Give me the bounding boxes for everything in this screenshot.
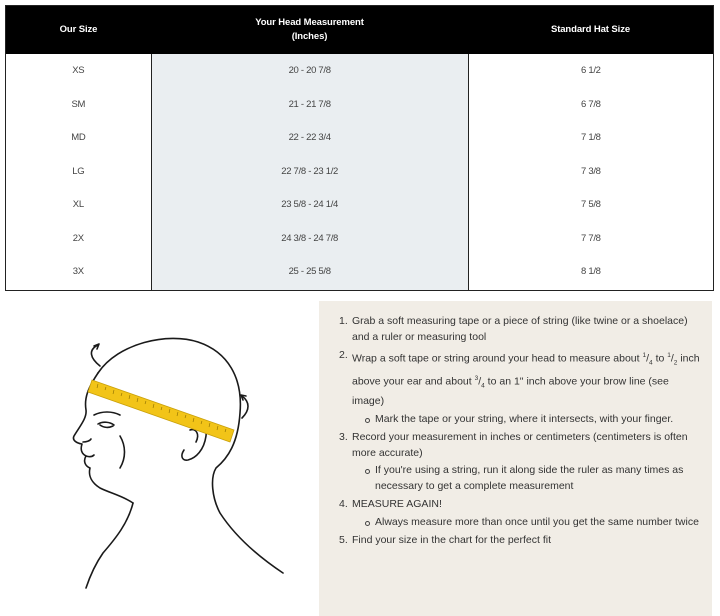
fraction-3-denominator: 4 <box>481 382 485 390</box>
measurement-cell: 21 - 21 7/8 <box>288 98 331 110</box>
table-header <box>6 6 713 54</box>
size-chart-table <box>5 5 714 291</box>
eyebrow <box>94 412 120 415</box>
size-cell: XL <box>72 199 84 211</box>
size-cell: MD <box>71 132 86 144</box>
fraction-1-denominator: 4 <box>649 359 653 367</box>
fraction-2-numerator: 1 <box>667 352 671 359</box>
measurement-cell: 22 - 22 3/4 <box>288 132 331 144</box>
step-5 <box>341 533 702 549</box>
step-2-text-c: to an 1" inch above your brow line (see image) <box>352 375 669 408</box>
step-3-substep: If you're using a string, run it along side the ruler as many times as necessary to get a complete measurement <box>364 463 702 494</box>
size-cell: LG <box>72 165 85 177</box>
step-2-text-a: Wrap a soft tape or string around your head to measure about <box>352 352 643 365</box>
column-our-size <box>6 54 151 290</box>
column-head-measurement <box>151 54 469 290</box>
measurement-cell: 20 - 20 7/8 <box>288 65 331 77</box>
hat-size-cell: 6 1/2 <box>581 65 601 77</box>
arrow-front <box>91 345 100 366</box>
step-2-substep: Mark the tape or your string, where it intersects, with your finger. <box>364 412 702 428</box>
step-3 <box>341 430 702 494</box>
hat-size-cell: 7 1/8 <box>581 132 601 144</box>
hat-size-cell: 7 5/8 <box>581 199 601 211</box>
size-cell: XS <box>72 65 85 77</box>
step-4-text: MEASURE AGAIN! <box>352 498 442 511</box>
header-head-measurement-line2: (Inches) <box>291 31 328 42</box>
head-outline <box>98 338 283 573</box>
measurement-cell: 22 7/8 - 23 1/2 <box>281 165 339 177</box>
table-body <box>6 54 713 290</box>
fraction-2-denominator: 2 <box>673 359 678 367</box>
step-2-substeps <box>352 412 702 428</box>
hat-size-cell: 7 7/8 <box>581 232 601 244</box>
step-3-text: Record your measurement in inches or centimeters (centimeters is often more accurate) <box>352 431 688 459</box>
instruction-steps <box>319 301 712 549</box>
jaw-line <box>86 503 133 588</box>
step-4 <box>341 497 702 530</box>
measuring-tape <box>88 380 234 442</box>
measuring-instructions-panel <box>319 301 712 616</box>
step-2-text-b: inch above your ear and about <box>352 352 700 388</box>
step-2: Wrap a soft tape or string around your head to measure about $^1/_4$ to $^1/_2$ inch above your ear and about $^3/_4$ to an 1" inch above your brow line (see image) Mark the tape or your string, where it intersects, with your finger. <box>341 348 702 427</box>
fraction-1-numerator: 1 <box>642 352 647 359</box>
measurement-cell: 25 - 25 5/8 <box>288 266 331 278</box>
measurement-cell: 23 5/8 - 24 1/4 <box>281 199 339 211</box>
measurement-cell: 24 3/8 - 24 7/8 <box>281 232 339 244</box>
step-3-substeps <box>352 463 702 494</box>
step-4-substeps <box>352 515 702 531</box>
hat-size-cell: 6 7/8 <box>581 98 601 110</box>
hat-size-cell: 7 3/8 <box>581 165 601 177</box>
fraction-3-numerator: 3 <box>474 375 479 383</box>
column-standard-hat-size <box>469 54 713 290</box>
step-2-to: to <box>652 352 668 365</box>
step-1-text: Grab a soft measuring tape or a piece of string (like twine or a shoelace) and a ruler or measuring tool <box>352 315 688 343</box>
hat-size-cell: 8 1/8 <box>581 266 601 278</box>
step-5-text: Find your size in the chart for the perfect fit <box>352 534 552 547</box>
step-4-substep: Always measure more than once until you get the same number twice <box>364 515 702 531</box>
size-cell: 2X <box>72 232 84 244</box>
head-measuring-illustration <box>28 318 298 603</box>
size-cell: SM <box>71 98 86 110</box>
header-head-measurement-line1: Your Head Measurement <box>255 17 364 28</box>
header-standard-hat-size: Standard Hat Size <box>550 24 631 35</box>
step-1 <box>341 314 702 345</box>
size-cell: 3X <box>72 266 84 278</box>
header-head-measurement <box>151 6 468 54</box>
header-our-size: Our Size <box>59 24 98 35</box>
